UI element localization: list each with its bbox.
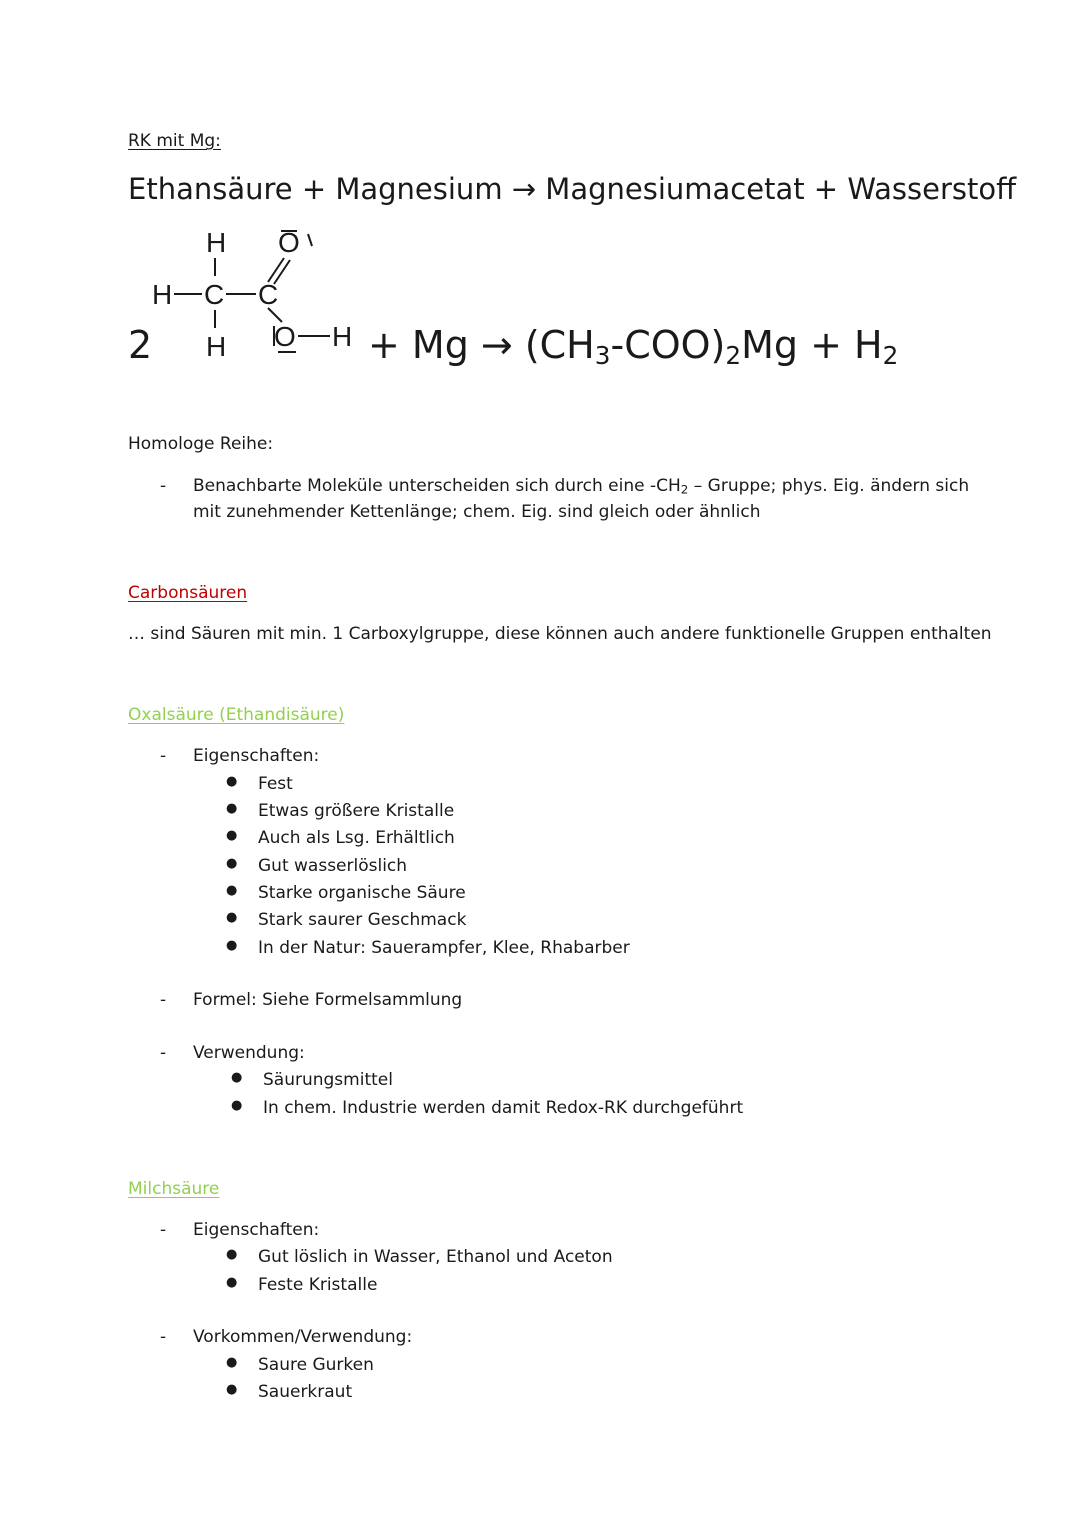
subscript-2b: 2: [882, 341, 899, 371]
milch-vorkommen-label: Vorkommen/Verwendung:: [193, 1327, 413, 1347]
equation-coefficient: 2: [128, 323, 153, 367]
bullet-icon: ●: [226, 1382, 238, 1397]
oxal-eig-item: Gut wasserlöslich: [258, 856, 408, 876]
oxal-eig-item: Fest: [258, 774, 293, 794]
bullet-icon: ●: [231, 1098, 243, 1113]
oxal-eig-item: Starke organische Säure: [258, 883, 466, 903]
bullet-icon: ●: [231, 1070, 243, 1085]
bullet-icon: ●: [226, 1275, 238, 1290]
subscript-2a: 2: [725, 341, 742, 371]
dash-marker: -: [160, 1220, 167, 1240]
bullet-icon: ●: [226, 883, 238, 898]
bullet-icon: ●: [226, 1355, 238, 1370]
atom-o-double: O: [278, 227, 300, 258]
dash-marker: -: [160, 1043, 167, 1063]
ch2-subscript: 2: [680, 482, 689, 497]
carbonsaeuren-heading: Carbonsäuren: [128, 583, 248, 603]
homologe-line-2: mit zunehmender Kettenlänge; chem. Eig. sind gleich oder ähnlich: [193, 502, 761, 522]
atom-h-acid: H: [332, 321, 353, 352]
homologe-line-1: [193, 476, 969, 496]
reaction-heading: RK mit Mg:: [128, 131, 221, 151]
atom-h-top: H: [206, 227, 227, 258]
oxal-eig-item: Etwas größere Kristalle: [258, 801, 455, 821]
atom-o-single: O: [274, 321, 296, 352]
oxal-eigenschaften-label: Eigenschaften:: [193, 746, 320, 766]
carbonsaeuren-text: … sind Säuren mit min. 1 Carboxylgruppe, diese können auch andere funktionelle Gruppen enthalten: [128, 624, 992, 644]
atom-h-bottom: H: [206, 331, 227, 362]
acetic-acid-structure: [148, 222, 368, 367]
oxalsaeure-heading: Oxalsäure (Ethandisäure): [128, 705, 345, 725]
atom-c2: C: [258, 279, 279, 310]
oxal-formel: Formel: Siehe Formelsammlung: [193, 990, 463, 1010]
oxal-eig-item: Auch als Lsg. Erhältlich: [258, 828, 455, 848]
bullet-icon: ●: [226, 828, 238, 843]
oxal-verw-item: Säurungsmittel: [263, 1070, 393, 1090]
bullet-icon: ●: [226, 938, 238, 953]
equation-part-1: + Mg → (CH: [368, 323, 595, 367]
bullet-icon: ●: [226, 774, 238, 789]
bullet-icon: ●: [226, 801, 238, 816]
formula-equation: [368, 323, 898, 370]
bond-lines: [174, 231, 330, 352]
oxal-eig-item: In der Natur: Sauerampfer, Klee, Rhabarber: [258, 938, 630, 958]
bullet-icon: ●: [226, 856, 238, 871]
oxal-verw-item: In chem. Industrie werden damit Redox-RK durchgeführt: [263, 1098, 744, 1118]
homologe-line-1b: – Gruppe; phys. Eig. ändern sich: [688, 476, 970, 496]
dash-marker: -: [160, 746, 167, 766]
atom-h-left: H: [152, 279, 173, 310]
milchsaeure-heading: Milchsäure: [128, 1179, 220, 1199]
homologe-line-1a: Benachbarte Moleküle unterscheiden sich durch eine -CH: [193, 476, 681, 496]
equation-part-3: Mg + H: [741, 323, 883, 367]
word-equation: Ethansäure + Magnesium → Magnesiumacetat + Wasserstoff: [128, 172, 1017, 206]
subscript-3: 3: [594, 341, 611, 371]
dash-marker: -: [160, 476, 167, 496]
equation-part-2: -COO): [610, 323, 726, 367]
bullet-icon: ●: [226, 1247, 238, 1262]
milch-eig-item: Feste Kristalle: [258, 1275, 378, 1295]
milch-vork-item: Sauerkraut: [258, 1382, 353, 1402]
dash-marker: -: [160, 1327, 167, 1347]
milch-eigenschaften-label: Eigenschaften:: [193, 1220, 320, 1240]
oxal-eig-item: Stark saurer Geschmack: [258, 910, 467, 930]
bullet-icon: ●: [226, 910, 238, 925]
dash-marker: -: [160, 990, 167, 1010]
milch-vork-item: Saure Gurken: [258, 1355, 374, 1375]
homologe-heading: Homologe Reihe:: [128, 434, 274, 454]
milch-eig-item: Gut löslich in Wasser, Ethanol und Aceton: [258, 1247, 613, 1267]
atom-c1: C: [204, 279, 225, 310]
oxal-verwendung-label: Verwendung:: [193, 1043, 305, 1063]
